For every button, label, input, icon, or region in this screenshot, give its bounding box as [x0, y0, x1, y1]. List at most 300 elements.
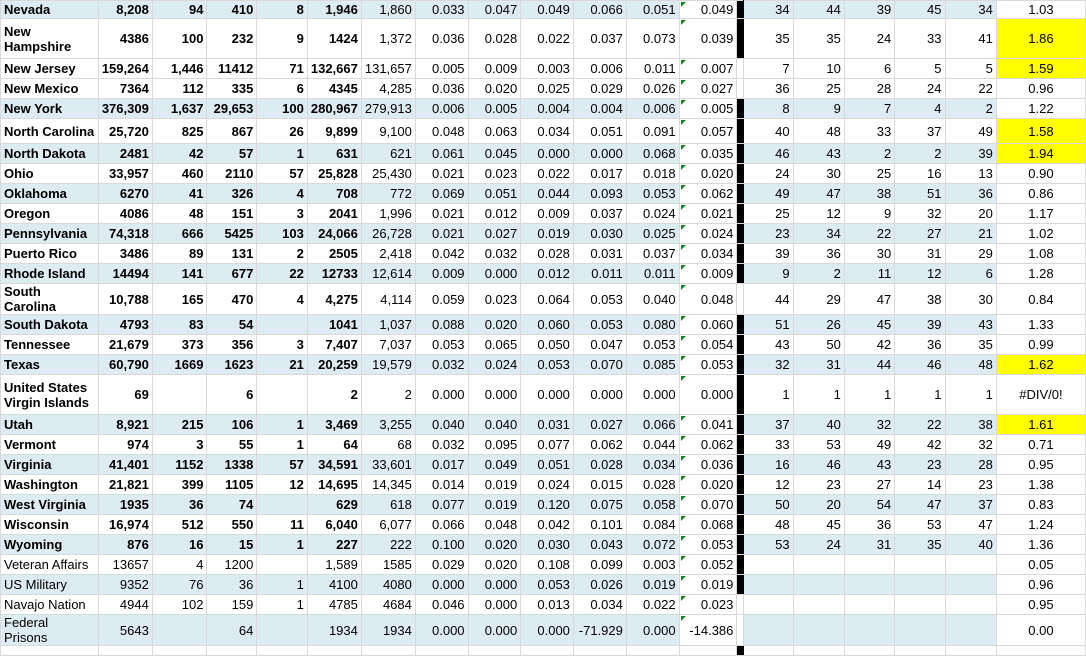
cell-ratio[interactable]: 0.00 [996, 615, 1085, 646]
cell-rank-5[interactable]: 2 [945, 99, 996, 119]
cell-rank-2[interactable]: 48 [793, 119, 844, 144]
cell-region-name[interactable]: South Dakota [1, 315, 99, 335]
cell-value-4[interactable] [257, 315, 307, 335]
cell-ratio[interactable]: 1.17 [996, 204, 1085, 224]
cell-rank-3[interactable]: 2 [844, 144, 894, 164]
cell-rank-5[interactable]: 20 [945, 204, 996, 224]
cell-value-11[interactable]: 0.006 [626, 99, 679, 119]
cell-value-7[interactable]: 0.069 [415, 184, 468, 204]
cell-value-6[interactable]: 2 [361, 375, 415, 415]
cell-value-4[interactable]: 100 [257, 99, 307, 119]
cell-value-6[interactable]: 9,100 [361, 119, 415, 144]
cell-value-12[interactable]: 0.053 [679, 535, 737, 555]
cell-value-7[interactable]: 0.059 [415, 284, 468, 315]
cell-rank-2[interactable]: 9 [793, 99, 844, 119]
cell-value-9[interactable]: 0.004 [521, 99, 574, 119]
cell-rank-1[interactable]: 39 [744, 244, 793, 264]
cell-ratio[interactable]: 0.05 [996, 555, 1085, 575]
cell-rank-5[interactable]: 21 [945, 224, 996, 244]
cell-rank-4[interactable] [895, 615, 945, 646]
cell-rank-5[interactable] [945, 575, 996, 595]
cell-rank-4[interactable]: 46 [895, 355, 945, 375]
cell-value-11[interactable]: 0.026 [626, 79, 679, 99]
cell-region-name[interactable]: Ohio [1, 164, 99, 184]
cell-value-12[interactable]: 0.000 [679, 375, 737, 415]
cell-value-4[interactable]: 3 [257, 335, 307, 355]
cell-ratio[interactable]: 0.96 [996, 575, 1085, 595]
cell-value-2[interactable]: 3 [152, 435, 207, 455]
cell-value-11[interactable]: 0.080 [626, 315, 679, 335]
cell-value-5[interactable]: 34,591 [307, 455, 361, 475]
cell-value-12[interactable]: 0.020 [679, 475, 737, 495]
cell-value-3[interactable]: 677 [207, 264, 257, 284]
cell-rank-4[interactable]: 32 [895, 204, 945, 224]
cell-value-8[interactable]: 0.019 [468, 495, 521, 515]
cell-rank-1[interactable]: 53 [744, 535, 793, 555]
cell-value-12[interactable]: 0.009 [679, 264, 737, 284]
cell-value-9[interactable]: 0.003 [521, 59, 574, 79]
cell-value-11[interactable]: 0.034 [626, 455, 679, 475]
cell-value-7[interactable]: 0.000 [415, 375, 468, 415]
cell-value-5[interactable]: 2 [307, 375, 361, 415]
cell-value-3[interactable]: 2110 [207, 164, 257, 184]
cell-value-6[interactable]: 279,913 [361, 99, 415, 119]
cell-value-8[interactable]: 0.023 [468, 284, 521, 315]
cell-value-7[interactable]: 0.014 [415, 475, 468, 495]
cell-rank-2[interactable]: 30 [793, 164, 844, 184]
cell-value-2[interactable]: 825 [152, 119, 207, 144]
cell-ratio[interactable]: 1.36 [996, 535, 1085, 555]
cell-value-6[interactable]: 1,372 [361, 19, 415, 59]
cell-rank-3[interactable]: 36 [844, 515, 894, 535]
cell-value-10[interactable]: 0.028 [573, 455, 626, 475]
cell-value-3[interactable]: 106 [207, 415, 257, 435]
cell-value-7[interactable]: 0.021 [415, 164, 468, 184]
cell-rank-1[interactable]: 37 [744, 415, 793, 435]
cell-value-5[interactable]: 629 [307, 495, 361, 515]
cell-rank-3[interactable]: 44 [844, 355, 894, 375]
cell-value-4[interactable]: 57 [257, 455, 307, 475]
cell-value-12[interactable]: 0.036 [679, 455, 737, 475]
cell-value-12[interactable]: 0.007 [679, 59, 737, 79]
cell-rank-2[interactable] [793, 575, 844, 595]
cell-value-3[interactable]: 57 [207, 144, 257, 164]
cell-value-2[interactable]: 666 [152, 224, 207, 244]
cell-value-6[interactable]: 4,285 [361, 79, 415, 99]
cell-value-10[interactable]: 0.000 [573, 375, 626, 415]
cell-value-4[interactable]: 4 [257, 184, 307, 204]
cell-value-10[interactable]: 0.017 [573, 164, 626, 184]
cell-ratio[interactable]: 0.71 [996, 435, 1085, 455]
cell-value-11[interactable]: 0.084 [626, 515, 679, 535]
cell-value-11[interactable]: 0.044 [626, 435, 679, 455]
cell-value-1[interactable]: 41,401 [98, 455, 152, 475]
cell-value-6[interactable]: 3,255 [361, 415, 415, 435]
cell-rank-5[interactable]: 49 [945, 119, 996, 144]
cell-value-8[interactable]: 0.020 [468, 79, 521, 99]
cell-value-9[interactable]: 0.024 [521, 475, 574, 495]
cell-value-5[interactable]: 4785 [307, 595, 361, 615]
cell-value-8[interactable]: 0.032 [468, 244, 521, 264]
cell-value-11[interactable]: 0.028 [626, 475, 679, 495]
cell-value-3[interactable]: 11412 [207, 59, 257, 79]
cell-value-2[interactable]: 76 [152, 575, 207, 595]
cell-rank-3[interactable] [844, 575, 894, 595]
cell-rank-3[interactable]: 45 [844, 315, 894, 335]
cell-value-3[interactable]: 232 [207, 19, 257, 59]
cell-value-1[interactable]: 4944 [98, 595, 152, 615]
cell-rank-5[interactable]: 40 [945, 535, 996, 555]
cell-rank-5[interactable]: 32 [945, 435, 996, 455]
cell-value-9[interactable]: 0.000 [521, 375, 574, 415]
cell-value-4[interactable] [257, 555, 307, 575]
cell-rank-2[interactable]: 36 [793, 244, 844, 264]
empty-cell[interactable] [996, 646, 1085, 656]
cell-value-11[interactable]: 0.037 [626, 244, 679, 264]
cell-value-7[interactable]: 0.100 [415, 535, 468, 555]
cell-value-11[interactable]: 0.068 [626, 144, 679, 164]
cell-value-4[interactable]: 4 [257, 284, 307, 315]
cell-value-2[interactable]: 94 [152, 1, 207, 19]
cell-value-10[interactable]: -71.929 [573, 615, 626, 646]
cell-region-name[interactable]: Vermont [1, 435, 99, 455]
cell-ratio[interactable]: #DIV/0! [996, 375, 1085, 415]
cell-value-7[interactable]: 0.036 [415, 19, 468, 59]
cell-value-8[interactable]: 0.000 [468, 575, 521, 595]
cell-rank-5[interactable]: 36 [945, 184, 996, 204]
cell-value-9[interactable]: 0.022 [521, 164, 574, 184]
cell-value-3[interactable]: 356 [207, 335, 257, 355]
cell-value-7[interactable]: 0.088 [415, 315, 468, 335]
cell-value-5[interactable]: 708 [307, 184, 361, 204]
cell-region-name[interactable]: Virginia [1, 455, 99, 475]
cell-value-10[interactable]: 0.027 [573, 415, 626, 435]
cell-rank-3[interactable]: 9 [844, 204, 894, 224]
cell-rank-3[interactable]: 6 [844, 59, 894, 79]
cell-rank-4[interactable]: 53 [895, 515, 945, 535]
cell-value-2[interactable]: 141 [152, 264, 207, 284]
cell-rank-1[interactable]: 49 [744, 184, 793, 204]
cell-rank-2[interactable]: 1 [793, 375, 844, 415]
cell-value-12[interactable]: 0.027 [679, 79, 737, 99]
cell-value-11[interactable]: 0.024 [626, 204, 679, 224]
cell-region-name[interactable]: Texas [1, 355, 99, 375]
cell-value-1[interactable]: 25,720 [98, 119, 152, 144]
cell-value-5[interactable]: 20,259 [307, 355, 361, 375]
cell-value-9[interactable]: 0.013 [521, 595, 574, 615]
cell-ratio[interactable]: 0.96 [996, 79, 1085, 99]
cell-ratio[interactable]: 0.86 [996, 184, 1085, 204]
cell-value-12[interactable]: 0.023 [679, 595, 737, 615]
cell-value-12[interactable]: 0.070 [679, 495, 737, 515]
cell-rank-4[interactable]: 37 [895, 119, 945, 144]
cell-value-9[interactable]: 0.053 [521, 575, 574, 595]
cell-value-5[interactable]: 1934 [307, 615, 361, 646]
cell-rank-1[interactable]: 23 [744, 224, 793, 244]
cell-value-1[interactable]: 4086 [98, 204, 152, 224]
cell-value-8[interactable]: 0.095 [468, 435, 521, 455]
cell-value-4[interactable] [257, 375, 307, 415]
cell-value-9[interactable]: 0.030 [521, 535, 574, 555]
cell-value-7[interactable]: 0.005 [415, 59, 468, 79]
empty-cell[interactable] [207, 646, 257, 656]
cell-value-12[interactable]: 0.019 [679, 575, 737, 595]
cell-value-6[interactable]: 25,430 [361, 164, 415, 184]
empty-cell[interactable] [844, 646, 894, 656]
cell-value-5[interactable]: 227 [307, 535, 361, 555]
cell-ratio[interactable]: 0.95 [996, 595, 1085, 615]
cell-rank-4[interactable]: 38 [895, 284, 945, 315]
cell-value-2[interactable] [152, 375, 207, 415]
cell-rank-5[interactable]: 41 [945, 19, 996, 59]
cell-rank-5[interactable]: 38 [945, 415, 996, 435]
cell-rank-5[interactable]: 30 [945, 284, 996, 315]
cell-ratio[interactable]: 1.33 [996, 315, 1085, 335]
cell-value-12[interactable]: 0.048 [679, 284, 737, 315]
cell-ratio[interactable]: 1.61 [996, 415, 1085, 435]
cell-rank-3[interactable]: 32 [844, 415, 894, 435]
cell-ratio[interactable]: 0.90 [996, 164, 1085, 184]
cell-ratio[interactable]: 0.84 [996, 284, 1085, 315]
cell-value-10[interactable]: 0.026 [573, 575, 626, 595]
cell-value-3[interactable]: 74 [207, 495, 257, 515]
cell-rank-5[interactable]: 29 [945, 244, 996, 264]
cell-rank-3[interactable]: 1 [844, 375, 894, 415]
cell-value-3[interactable]: 29,653 [207, 99, 257, 119]
cell-value-7[interactable]: 0.017 [415, 455, 468, 475]
cell-value-3[interactable]: 1623 [207, 355, 257, 375]
cell-rank-3[interactable] [844, 615, 894, 646]
cell-value-11[interactable]: 0.011 [626, 264, 679, 284]
cell-value-6[interactable]: 621 [361, 144, 415, 164]
cell-value-1[interactable]: 21,679 [98, 335, 152, 355]
cell-value-4[interactable]: 26 [257, 119, 307, 144]
cell-rank-3[interactable]: 39 [844, 1, 894, 19]
cell-value-4[interactable]: 9 [257, 19, 307, 59]
cell-value-11[interactable]: 0.053 [626, 184, 679, 204]
cell-value-7[interactable]: 0.000 [415, 575, 468, 595]
cell-rank-4[interactable]: 36 [895, 335, 945, 355]
cell-rank-1[interactable]: 33 [744, 435, 793, 455]
cell-value-5[interactable]: 631 [307, 144, 361, 164]
cell-value-12[interactable]: 0.052 [679, 555, 737, 575]
cell-ratio[interactable]: 1.03 [996, 1, 1085, 19]
cell-rank-2[interactable]: 44 [793, 1, 844, 19]
cell-region-name[interactable]: South Carolina [1, 284, 99, 315]
cell-value-2[interactable]: 1669 [152, 355, 207, 375]
cell-value-1[interactable]: 876 [98, 535, 152, 555]
cell-value-5[interactable]: 14,695 [307, 475, 361, 495]
cell-rank-4[interactable]: 1 [895, 375, 945, 415]
cell-rank-2[interactable]: 12 [793, 204, 844, 224]
cell-value-2[interactable]: 16 [152, 535, 207, 555]
cell-value-10[interactable]: 0.099 [573, 555, 626, 575]
cell-value-11[interactable]: 0.022 [626, 595, 679, 615]
cell-value-10[interactable]: 0.051 [573, 119, 626, 144]
cell-rank-5[interactable] [945, 615, 996, 646]
cell-value-2[interactable]: 83 [152, 315, 207, 335]
cell-value-7[interactable]: 0.048 [415, 119, 468, 144]
cell-value-12[interactable]: 0.005 [679, 99, 737, 119]
cell-rank-1[interactable]: 46 [744, 144, 793, 164]
cell-value-9[interactable]: 0.120 [521, 495, 574, 515]
cell-value-12[interactable]: 0.068 [679, 515, 737, 535]
cell-value-9[interactable]: 0.042 [521, 515, 574, 535]
cell-value-5[interactable]: 4100 [307, 575, 361, 595]
cell-value-10[interactable]: 0.034 [573, 595, 626, 615]
cell-value-12[interactable]: 0.049 [679, 1, 737, 19]
cell-rank-2[interactable] [793, 555, 844, 575]
cell-value-7[interactable]: 0.032 [415, 355, 468, 375]
cell-region-name[interactable]: Nevada [1, 1, 99, 19]
cell-ratio[interactable]: 1.38 [996, 475, 1085, 495]
cell-value-2[interactable]: 4 [152, 555, 207, 575]
cell-value-9[interactable]: 0.044 [521, 184, 574, 204]
cell-rank-3[interactable]: 25 [844, 164, 894, 184]
cell-rank-1[interactable]: 25 [744, 204, 793, 224]
cell-value-8[interactable]: 0.020 [468, 535, 521, 555]
cell-value-3[interactable]: 6 [207, 375, 257, 415]
cell-value-10[interactable]: 0.066 [573, 1, 626, 19]
empty-cell[interactable] [895, 646, 945, 656]
cell-value-12[interactable]: 0.057 [679, 119, 737, 144]
cell-value-11[interactable]: 0.018 [626, 164, 679, 184]
cell-value-8[interactable]: 0.020 [468, 555, 521, 575]
cell-rank-2[interactable]: 40 [793, 415, 844, 435]
cell-rank-2[interactable]: 29 [793, 284, 844, 315]
cell-value-9[interactable]: 0.051 [521, 455, 574, 475]
cell-value-4[interactable]: 1 [257, 144, 307, 164]
cell-value-4[interactable]: 3 [257, 204, 307, 224]
cell-rank-5[interactable]: 35 [945, 335, 996, 355]
cell-value-11[interactable]: 0.051 [626, 1, 679, 19]
cell-value-1[interactable]: 13657 [98, 555, 152, 575]
cell-value-8[interactable]: 0.005 [468, 99, 521, 119]
empty-cell[interactable] [307, 646, 361, 656]
cell-rank-2[interactable]: 46 [793, 455, 844, 475]
cell-value-4[interactable]: 11 [257, 515, 307, 535]
cell-value-4[interactable] [257, 615, 307, 646]
cell-value-3[interactable]: 410 [207, 1, 257, 19]
cell-ratio[interactable]: 0.83 [996, 495, 1085, 515]
cell-value-7[interactable]: 0.021 [415, 204, 468, 224]
cell-rank-4[interactable]: 22 [895, 415, 945, 435]
cell-value-10[interactable]: 0.037 [573, 204, 626, 224]
cell-rank-4[interactable]: 14 [895, 475, 945, 495]
cell-region-name[interactable]: West Virginia [1, 495, 99, 515]
cell-value-12[interactable]: 0.024 [679, 224, 737, 244]
empty-cell[interactable] [573, 646, 626, 656]
cell-ratio[interactable]: 1.08 [996, 244, 1085, 264]
cell-value-8[interactable]: 0.019 [468, 475, 521, 495]
cell-value-4[interactable]: 12 [257, 475, 307, 495]
cell-value-1[interactable]: 8,921 [98, 415, 152, 435]
cell-value-12[interactable]: 0.020 [679, 164, 737, 184]
cell-rank-5[interactable]: 1 [945, 375, 996, 415]
cell-value-4[interactable] [257, 495, 307, 515]
cell-value-12[interactable]: 0.062 [679, 184, 737, 204]
cell-value-9[interactable]: 0.025 [521, 79, 574, 99]
cell-rank-4[interactable]: 39 [895, 315, 945, 335]
empty-cell[interactable] [361, 646, 415, 656]
empty-cell[interactable] [744, 646, 793, 656]
cell-value-3[interactable]: 54 [207, 315, 257, 335]
cell-value-5[interactable]: 1041 [307, 315, 361, 335]
cell-value-5[interactable]: 2041 [307, 204, 361, 224]
cell-rank-1[interactable]: 40 [744, 119, 793, 144]
cell-value-6[interactable]: 772 [361, 184, 415, 204]
cell-value-8[interactable]: 0.009 [468, 59, 521, 79]
cell-value-1[interactable]: 974 [98, 435, 152, 455]
cell-rank-3[interactable]: 27 [844, 475, 894, 495]
cell-value-8[interactable]: 0.065 [468, 335, 521, 355]
cell-value-9[interactable]: 0.064 [521, 284, 574, 315]
cell-value-4[interactable]: 22 [257, 264, 307, 284]
cell-value-6[interactable]: 4080 [361, 575, 415, 595]
cell-value-1[interactable]: 4793 [98, 315, 152, 335]
cell-rank-4[interactable]: 23 [895, 455, 945, 475]
cell-value-1[interactable]: 1935 [98, 495, 152, 515]
cell-value-3[interactable]: 1200 [207, 555, 257, 575]
cell-rank-4[interactable]: 42 [895, 435, 945, 455]
cell-rank-5[interactable]: 6 [945, 264, 996, 284]
cell-value-6[interactable]: 1585 [361, 555, 415, 575]
cell-rank-3[interactable]: 7 [844, 99, 894, 119]
empty-cell[interactable] [98, 646, 152, 656]
cell-value-2[interactable] [152, 615, 207, 646]
cell-rank-3[interactable]: 54 [844, 495, 894, 515]
cell-value-6[interactable]: 618 [361, 495, 415, 515]
cell-value-2[interactable]: 215 [152, 415, 207, 435]
cell-value-6[interactable]: 19,579 [361, 355, 415, 375]
cell-value-10[interactable]: 0.000 [573, 144, 626, 164]
cell-value-12[interactable]: 0.053 [679, 355, 737, 375]
cell-rank-1[interactable]: 24 [744, 164, 793, 184]
cell-value-10[interactable]: 0.093 [573, 184, 626, 204]
cell-value-8[interactable]: 0.040 [468, 415, 521, 435]
cell-value-3[interactable]: 5425 [207, 224, 257, 244]
cell-value-4[interactable]: 1 [257, 595, 307, 615]
cell-rank-4[interactable]: 5 [895, 59, 945, 79]
cell-value-10[interactable]: 0.062 [573, 435, 626, 455]
cell-rank-3[interactable]: 42 [844, 335, 894, 355]
cell-value-3[interactable]: 15 [207, 535, 257, 555]
cell-value-1[interactable]: 21,821 [98, 475, 152, 495]
cell-rank-3[interactable]: 31 [844, 535, 894, 555]
cell-rank-4[interactable]: 24 [895, 79, 945, 99]
cell-value-9[interactable]: 0.019 [521, 224, 574, 244]
cell-rank-2[interactable]: 50 [793, 335, 844, 355]
cell-rank-1[interactable]: 1 [744, 375, 793, 415]
cell-value-8[interactable]: 0.000 [468, 615, 521, 646]
cell-rank-3[interactable]: 43 [844, 455, 894, 475]
cell-rank-1[interactable] [744, 555, 793, 575]
empty-cell[interactable] [679, 646, 737, 656]
cell-value-6[interactable]: 4684 [361, 595, 415, 615]
cell-value-1[interactable]: 376,309 [98, 99, 152, 119]
cell-value-7[interactable]: 0.009 [415, 264, 468, 284]
cell-rank-2[interactable]: 47 [793, 184, 844, 204]
cell-rank-4[interactable]: 2 [895, 144, 945, 164]
cell-rank-1[interactable] [744, 595, 793, 615]
cell-value-5[interactable]: 2505 [307, 244, 361, 264]
cell-value-1[interactable]: 16,974 [98, 515, 152, 535]
cell-rank-5[interactable]: 43 [945, 315, 996, 335]
cell-value-5[interactable]: 6,040 [307, 515, 361, 535]
cell-region-name[interactable]: Federal Prisons [1, 615, 99, 646]
cell-rank-3[interactable]: 28 [844, 79, 894, 99]
cell-value-4[interactable]: 103 [257, 224, 307, 244]
